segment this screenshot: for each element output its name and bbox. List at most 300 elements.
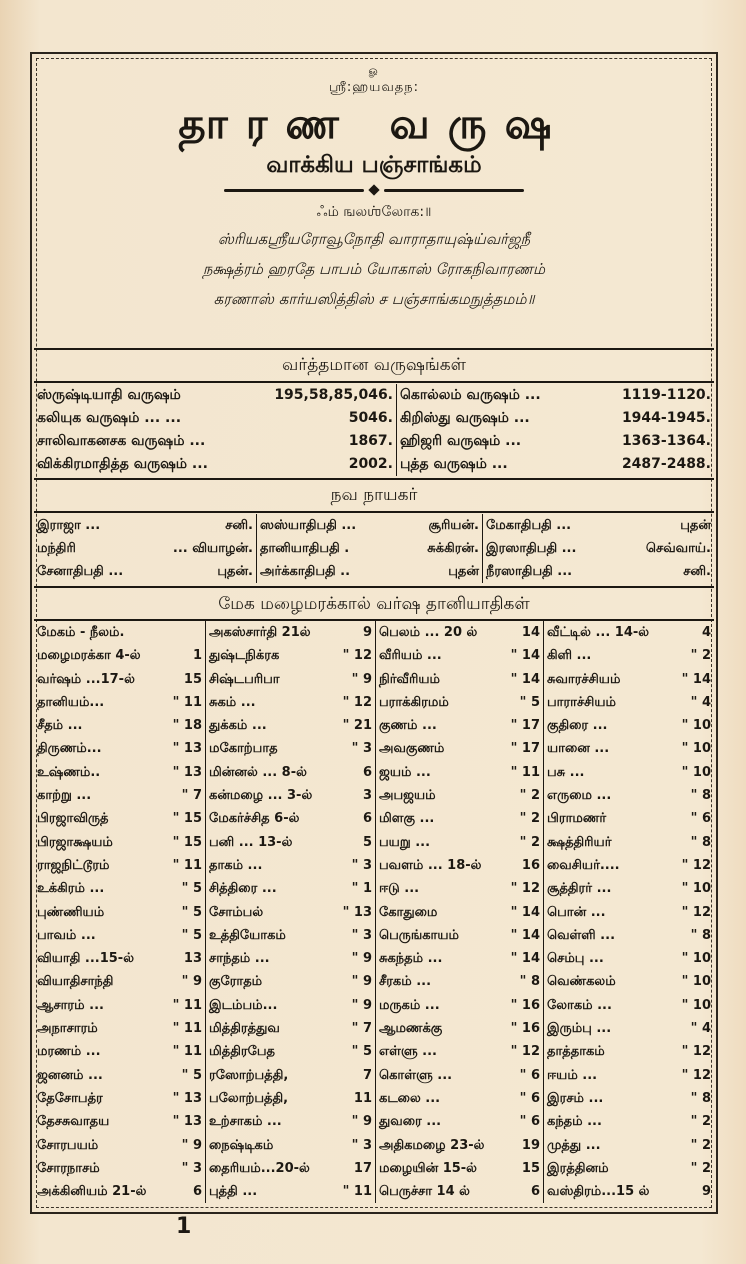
cell-label: மேகர்ச்சித 6-ல் [209,811,300,827]
table-cell [205,1017,375,1040]
table-cell [205,901,375,924]
table-cell [543,621,714,644]
table-cell [543,691,714,714]
table-cell: ஹிஜரி வருஷம் ... 1363-1364. [396,430,714,453]
cell-value: " 17 [510,718,540,734]
cell-label: எள்ளு ... [379,1044,437,1060]
cell-label: பராக்கிரமம் [379,694,449,710]
cell-label: சித்திரை ... [209,881,277,897]
cell-value: " 9 [351,951,372,967]
cell-label: சோம்பல் [209,904,264,920]
table-cell [205,970,375,993]
cell-value: " 2 [519,788,540,804]
cell-value: " 8 [690,834,711,850]
cell-value: " 2 [690,648,711,664]
cell-label: லோகம் ... [547,997,612,1013]
cell-value: 1 [192,648,202,664]
table-cell: மேகாதிபதி ... புதன் [482,514,714,537]
cell-label: அகஸ்சார்தி 21ல் [209,625,311,640]
cell-value: 7 [362,1067,372,1083]
table-cell [34,714,205,737]
cell-label: புண்ணியம் [37,904,105,920]
table-cell [205,784,375,807]
table-cell [543,807,714,830]
table-cell [205,994,375,1017]
table-cell [543,714,714,737]
table-cell [375,668,543,691]
page-subtitle: வாக்கிய பஞ்சாங்கம் [266,152,482,178]
page-title: தாரண வருஷ [178,99,570,148]
cell-label: செம்பு ... [547,951,604,967]
table-cell [34,994,205,1017]
cell-label: அநாசாரம் [37,1021,98,1037]
cell-value: 9 [701,1184,711,1200]
table-cell [375,1110,543,1133]
cell-value: " 8 [690,788,711,804]
cell-value: " 13 [342,904,372,920]
cell-label: தாத்தாகம் [547,1044,605,1060]
cell-value: " 5 [519,694,540,710]
table-cell [543,761,714,784]
table-cell [34,877,205,900]
cell-label: வியாதி ...15-ல் [37,951,134,967]
cell-label: வியாதிசாந்தி [37,974,114,990]
cell-value: 15 [183,671,202,687]
table-cell: இராஜா ... சனி. [37,518,253,533]
table-cell [34,1157,205,1180]
cell-value: 13 [183,951,202,967]
table-cell: கலியுக வருஷம் ... ... 5046. [37,410,393,426]
table-cell [34,970,205,993]
cell-value: " 11 [172,857,202,873]
cell-value: " 12 [342,694,372,710]
cell-label: வெள்ளி ... [547,927,616,943]
cell-value: 6 [530,1184,540,1200]
cell-value: " 11 [172,1021,202,1037]
table-cell: சாலிவாகனசக வருஷம் ... 1867. [37,433,393,449]
cell-value: " 13 [172,741,202,757]
cell-value: " 15 [172,811,202,827]
table-cell [375,1134,543,1157]
cell-label: சீதம் ... [37,718,83,734]
cell-value: " 2 [690,1114,711,1130]
cell-label: மரணம் ... [37,1044,101,1060]
cell-label: ஜனனம் ... [37,1067,103,1083]
table-cell [375,1087,543,1110]
table-cell [205,1064,375,1087]
top-mark: ௐ [368,64,380,77]
cell-label: வைசியர்.... [547,857,620,873]
cell-value: 6 [192,1184,202,1200]
table-cell [34,668,205,691]
table-cell: ஸஸ்யாதிபதி ... சூரியன். [256,514,482,537]
table-cell [375,1064,543,1087]
table-cell [34,691,205,714]
cell-value: 4 [701,625,711,640]
cell-value: " 2 [519,811,540,827]
cell-label: கடலை ... [379,1090,441,1106]
cell-label: சாந்தம் ... [209,951,270,967]
cell-label: ரஸோற்பத்தி, [209,1067,289,1083]
cell-label: துவரை ... [379,1114,442,1130]
cell-label: க்ஷத்திரியர் [547,834,612,850]
cell-label: மழைமரக்கா 4-ல் [37,648,141,664]
table-cell [205,1180,375,1203]
cell-value: " 3 [181,1160,202,1176]
cell-value: 15 [521,1160,540,1176]
table-cell [205,1134,375,1157]
table-cell [34,1017,205,1040]
table-cell: நீரஸாதிபதி ... சனி. [482,560,714,583]
verse-line: நக்ஷத்ரம் ஹரதே பாபம் யோகாஸ் ரோகநிவாரணம் [202,260,546,278]
cell-value: " 10 [681,974,711,990]
cell-label: காற்று ... [37,788,92,804]
table-cell [543,784,714,807]
cell-label: பொன் ... [547,904,606,920]
cell-label: உற்சாகம் ... [209,1114,282,1130]
verse-line: ஸ்ரியகஸ்ரீயரோவூநோதி வாராதாயுஷ்ய்வர்ஜநீ [217,230,531,248]
cell-label: எருமை ... [547,788,612,804]
table-cell [205,691,375,714]
cell-label: அவகுணம் [379,741,445,757]
table-cell [34,621,205,644]
cell-label: பெருங்காயம் [379,927,459,943]
cell-value: " 5 [181,1067,202,1083]
table-cell: அர்க்காதிபதி .. புதன் [256,560,482,583]
cell-value: " 12 [681,1044,711,1060]
cell-label: வீரியம் ... [379,648,442,664]
cell-value: " 10 [681,764,711,780]
table-cell [543,901,714,924]
cell-value: " 10 [681,718,711,734]
table-cell [543,1087,714,1110]
cell-value: " 9 [351,671,372,687]
table-cell [543,854,714,877]
table-cell [375,714,543,737]
cell-value: " 12 [681,904,711,920]
cell-value: " 8 [519,974,540,990]
table-cell: இரஸாதிபதி ... செவ்வாய். [482,537,714,560]
table-cell [375,644,543,667]
cell-value: 9 [362,625,372,640]
table-cell [34,1064,205,1087]
table-cell [543,737,714,760]
cell-value: 19 [521,1137,540,1153]
cell-value: " 5 [181,904,202,920]
cell-label: மேகம் - நீலம். [37,625,125,640]
table-cell [375,807,543,830]
cell-label: தேசசுவாதய [37,1114,110,1130]
cell-value: " 3 [351,741,372,757]
cell-label: பெலம் ... 20 ல் [379,625,478,640]
cell-value: " 14 [510,927,540,943]
cell-label: பசு ... [547,764,585,780]
table-cell [205,1157,375,1180]
ornament-divider [34,180,714,200]
table-cell [375,621,543,644]
table-cell: விக்கிரமாதித்த வருஷம் ... 2002. [37,456,393,472]
table-cell [34,1040,205,1063]
nava-nayakar-section [34,480,714,510]
verse-heading: ஃம் ஙலஶ்லோக:॥ [316,204,432,220]
table-cell [34,761,205,784]
cell-label: இரத்தினம் [547,1160,609,1176]
rainfall-table [34,621,714,1203]
cell-value: " 2 [519,834,540,850]
cell-value: 6 [362,764,372,780]
cell-value: " 13 [172,1090,202,1106]
cell-label: துஷ்டநிக்ரக [209,648,280,664]
table-cell [205,714,375,737]
cell-label: மழையின் 15-ல் [379,1160,477,1176]
cell-value: " 14 [510,951,540,967]
cell-value: 14 [521,625,540,640]
table-cell [34,1134,205,1157]
cell-value: " 10 [681,881,711,897]
cell-label: சுகம் ... [209,694,256,710]
cell-label: ஜயம் ... [379,764,431,780]
cell-value: " 10 [681,997,711,1013]
cell-label: இடம்பம்... [209,997,278,1013]
cell-value: " 9 [181,974,202,990]
cell-label: பாவம் ... [37,927,96,943]
table-cell [375,854,543,877]
cell-value: " 6 [519,1067,540,1083]
table-cell [543,924,714,947]
verse-line: கரணாஸ் கார்யஸித்திஸ் ச பஞ்சாங்கமநுத்தமம்॥ [213,290,535,308]
cell-value: " 1 [351,881,372,897]
divider [34,586,714,588]
cell-value: " 7 [351,1021,372,1037]
table-cell [205,737,375,760]
table-cell [375,947,543,970]
cell-value: " 17 [510,741,540,757]
divider [34,381,714,383]
cell-label: மித்திரபேத [209,1044,276,1060]
nava-nayakar-table [34,514,714,583]
cell-value: " 9 [351,974,372,990]
table-cell [205,924,375,947]
cell-label: துக்கம் ... [209,718,267,734]
table-cell [543,994,714,1017]
cell-label: உஷ்ணம்.. [37,764,101,780]
table-cell [205,947,375,970]
table-cell [34,854,205,877]
table-cell: மந்திரி ... வியாழன். [37,541,253,556]
cell-label: இரும்பு ... [547,1021,612,1037]
cell-label: கந்தம் ... [547,1114,602,1130]
table-cell: புத்த வருஷம் ... 2487-2488. [396,453,714,476]
section-heading: நவ நாயகர் [330,485,418,505]
cell-value: " 7 [181,788,202,804]
cell-label: வீட்டில் ... 14-ல் [547,625,650,640]
cell-value: " 8 [690,927,711,943]
cell-label: தேசோபத்ர [37,1090,103,1106]
table-cell [375,691,543,714]
cell-value: " 3 [351,927,372,943]
cell-value: " 9 [181,1137,202,1153]
table-cell [34,1180,205,1203]
cell-value: 16 [521,857,540,873]
cell-value: " 11 [172,1044,202,1060]
cell-value: " 14 [510,671,540,687]
cell-value: 11 [353,1090,372,1106]
cell-label: மின்னல் ... 8-ல் [209,764,307,780]
cell-value: " 2 [690,1137,711,1153]
cell-value: " 5 [351,1044,372,1060]
table-cell [375,1017,543,1040]
cell-label: மிளகு ... [379,811,435,827]
table-cell [205,761,375,784]
table-cell [34,784,205,807]
table-cell [375,1040,543,1063]
table-cell [34,924,205,947]
cell-value: " 8 [690,1090,711,1106]
cell-label: பனி ... 13-ல் [209,834,293,850]
table-cell [34,737,205,760]
table-cell [375,877,543,900]
table-cell [205,877,375,900]
table-cell [34,831,205,854]
cell-label: பயறு ... [379,834,431,850]
cell-value: 3 [362,788,372,804]
cell-value: " 11 [342,1184,372,1200]
table-cell [375,1157,543,1180]
table-cell [543,1017,714,1040]
cell-value: 6 [362,811,372,827]
cell-label: உத்தியோகம் [209,927,286,943]
table-cell: சேனாதிபதி ... புதன். [37,564,253,579]
cell-value: " 10 [681,951,711,967]
cell-value: " 4 [690,694,711,710]
cell-label: கோதுமை [379,904,438,920]
table-cell: கொல்லம் வருஷம் ... 1119-1120. [396,384,714,407]
table-cell [34,807,205,830]
cell-value: " 12 [510,881,540,897]
rainfall-section [34,589,714,619]
cell-label: நிர்வீரியம் [379,671,440,687]
cell-label: சோரபயம் [37,1137,99,1153]
divider [34,511,714,513]
section-heading: வர்த்தமான வருஷங்கள் [282,355,466,375]
table-cell [543,1040,714,1063]
table-cell [375,901,543,924]
cell-value: " 15 [172,834,202,850]
cell-label: வஸ்திரம்...15 ல் [547,1184,650,1200]
cell-value: " 6 [690,811,711,827]
table-cell [375,924,543,947]
table-cell [543,831,714,854]
table-cell [205,1040,375,1063]
cell-label: முத்து ... [547,1137,601,1153]
cell-label: குதிரை ... [547,718,608,734]
cell-label: சுகந்தம் ... [379,951,443,967]
table-cell [205,807,375,830]
table-cell [205,831,375,854]
cell-value: " 11 [510,764,540,780]
cell-value: 5 [362,834,372,850]
cell-value: " 4 [690,1021,711,1037]
cell-value: " 2 [690,1160,711,1176]
cell-label: சோரநாசம் [37,1160,100,1176]
cell-value: " 3 [351,857,372,873]
cell-value: " 12 [342,648,372,664]
cell-label: தைரியம்...20-ல் [209,1160,310,1176]
cell-label: சீரகம் ... [379,974,432,990]
table-cell [205,1087,375,1110]
table-cell [375,784,543,807]
cell-label: குரோதம் [209,974,263,990]
cell-label: திருணம்... [37,741,102,757]
table-cell [543,1157,714,1180]
cell-value: " 13 [172,1114,202,1130]
table-cell [375,761,543,784]
cell-label: அதிகமழை 23-ல் [379,1137,485,1153]
cell-label: மருகம் ... [379,997,440,1013]
cell-value: " 14 [681,671,711,687]
cell-label: ஈடு ... [379,881,420,897]
table-cell [205,644,375,667]
cell-label: உக்கிரம் ... [37,881,105,897]
cell-label: பிரஜாவிருத் [37,811,109,827]
cell-label: சுவாரச்சியம் [547,671,621,687]
cell-value: " 9 [351,1114,372,1130]
cell-value: " 6 [519,1090,540,1106]
cell-value: " 14 [510,648,540,664]
section-heading: மேக மழைமரக்கால் வர்ஷ தானியாதிகள் [218,594,530,614]
cell-label: அக்கினியம் 21-ல் [37,1184,147,1200]
current-years-table [34,384,714,476]
cell-value: " 11 [172,997,202,1013]
invocation: ஶ்ரீ:ஹயவதந: [329,80,419,95]
cell-label: கொள்ளு ... [379,1067,453,1083]
cell-label: ஆமணக்கு [379,1021,443,1037]
table-cell [34,901,205,924]
cell-value: " 12 [681,857,711,873]
cell-label: பாராச்சியம் [547,694,616,710]
table-cell [375,737,543,760]
table-cell [375,1180,543,1203]
cell-value: " 14 [510,904,540,920]
cell-label: சூத்திரர் ... [547,881,612,897]
cell-value: " 18 [172,718,202,734]
table-cell [543,947,714,970]
cell-label: கிளி ... [547,648,592,664]
cell-label: சிஷ்டபரிபா [209,671,280,687]
cell-label: தாகம் ... [209,857,263,873]
cell-label: நைஷ்டிகம் [209,1137,274,1153]
header [34,64,714,314]
table-cell [205,1110,375,1133]
table-cell [34,644,205,667]
cell-label: தானியம்... [37,694,105,710]
table-cell [543,644,714,667]
current-years-section [34,350,714,380]
cell-label: குணம் ... [379,718,437,734]
cell-value: 17 [353,1160,372,1176]
cell-label: மகோற்பாத [209,741,278,757]
cell-value: " 13 [172,764,202,780]
table-cell [543,1180,714,1203]
table-cell: ஸ்ருஷ்டியாதி வருஷம் 195,58,85,046. [37,387,393,403]
cell-label: அபஜயம் [379,788,436,804]
cell-value: " 16 [510,1021,540,1037]
cell-label: பிரஜாக்ஷயம் [37,834,113,850]
cell-label: பெருச்சா 14 ல் [379,1184,470,1200]
cell-label: இரசம் ... [547,1090,604,1106]
table-cell [34,1087,205,1110]
cell-value: " 16 [510,997,540,1013]
